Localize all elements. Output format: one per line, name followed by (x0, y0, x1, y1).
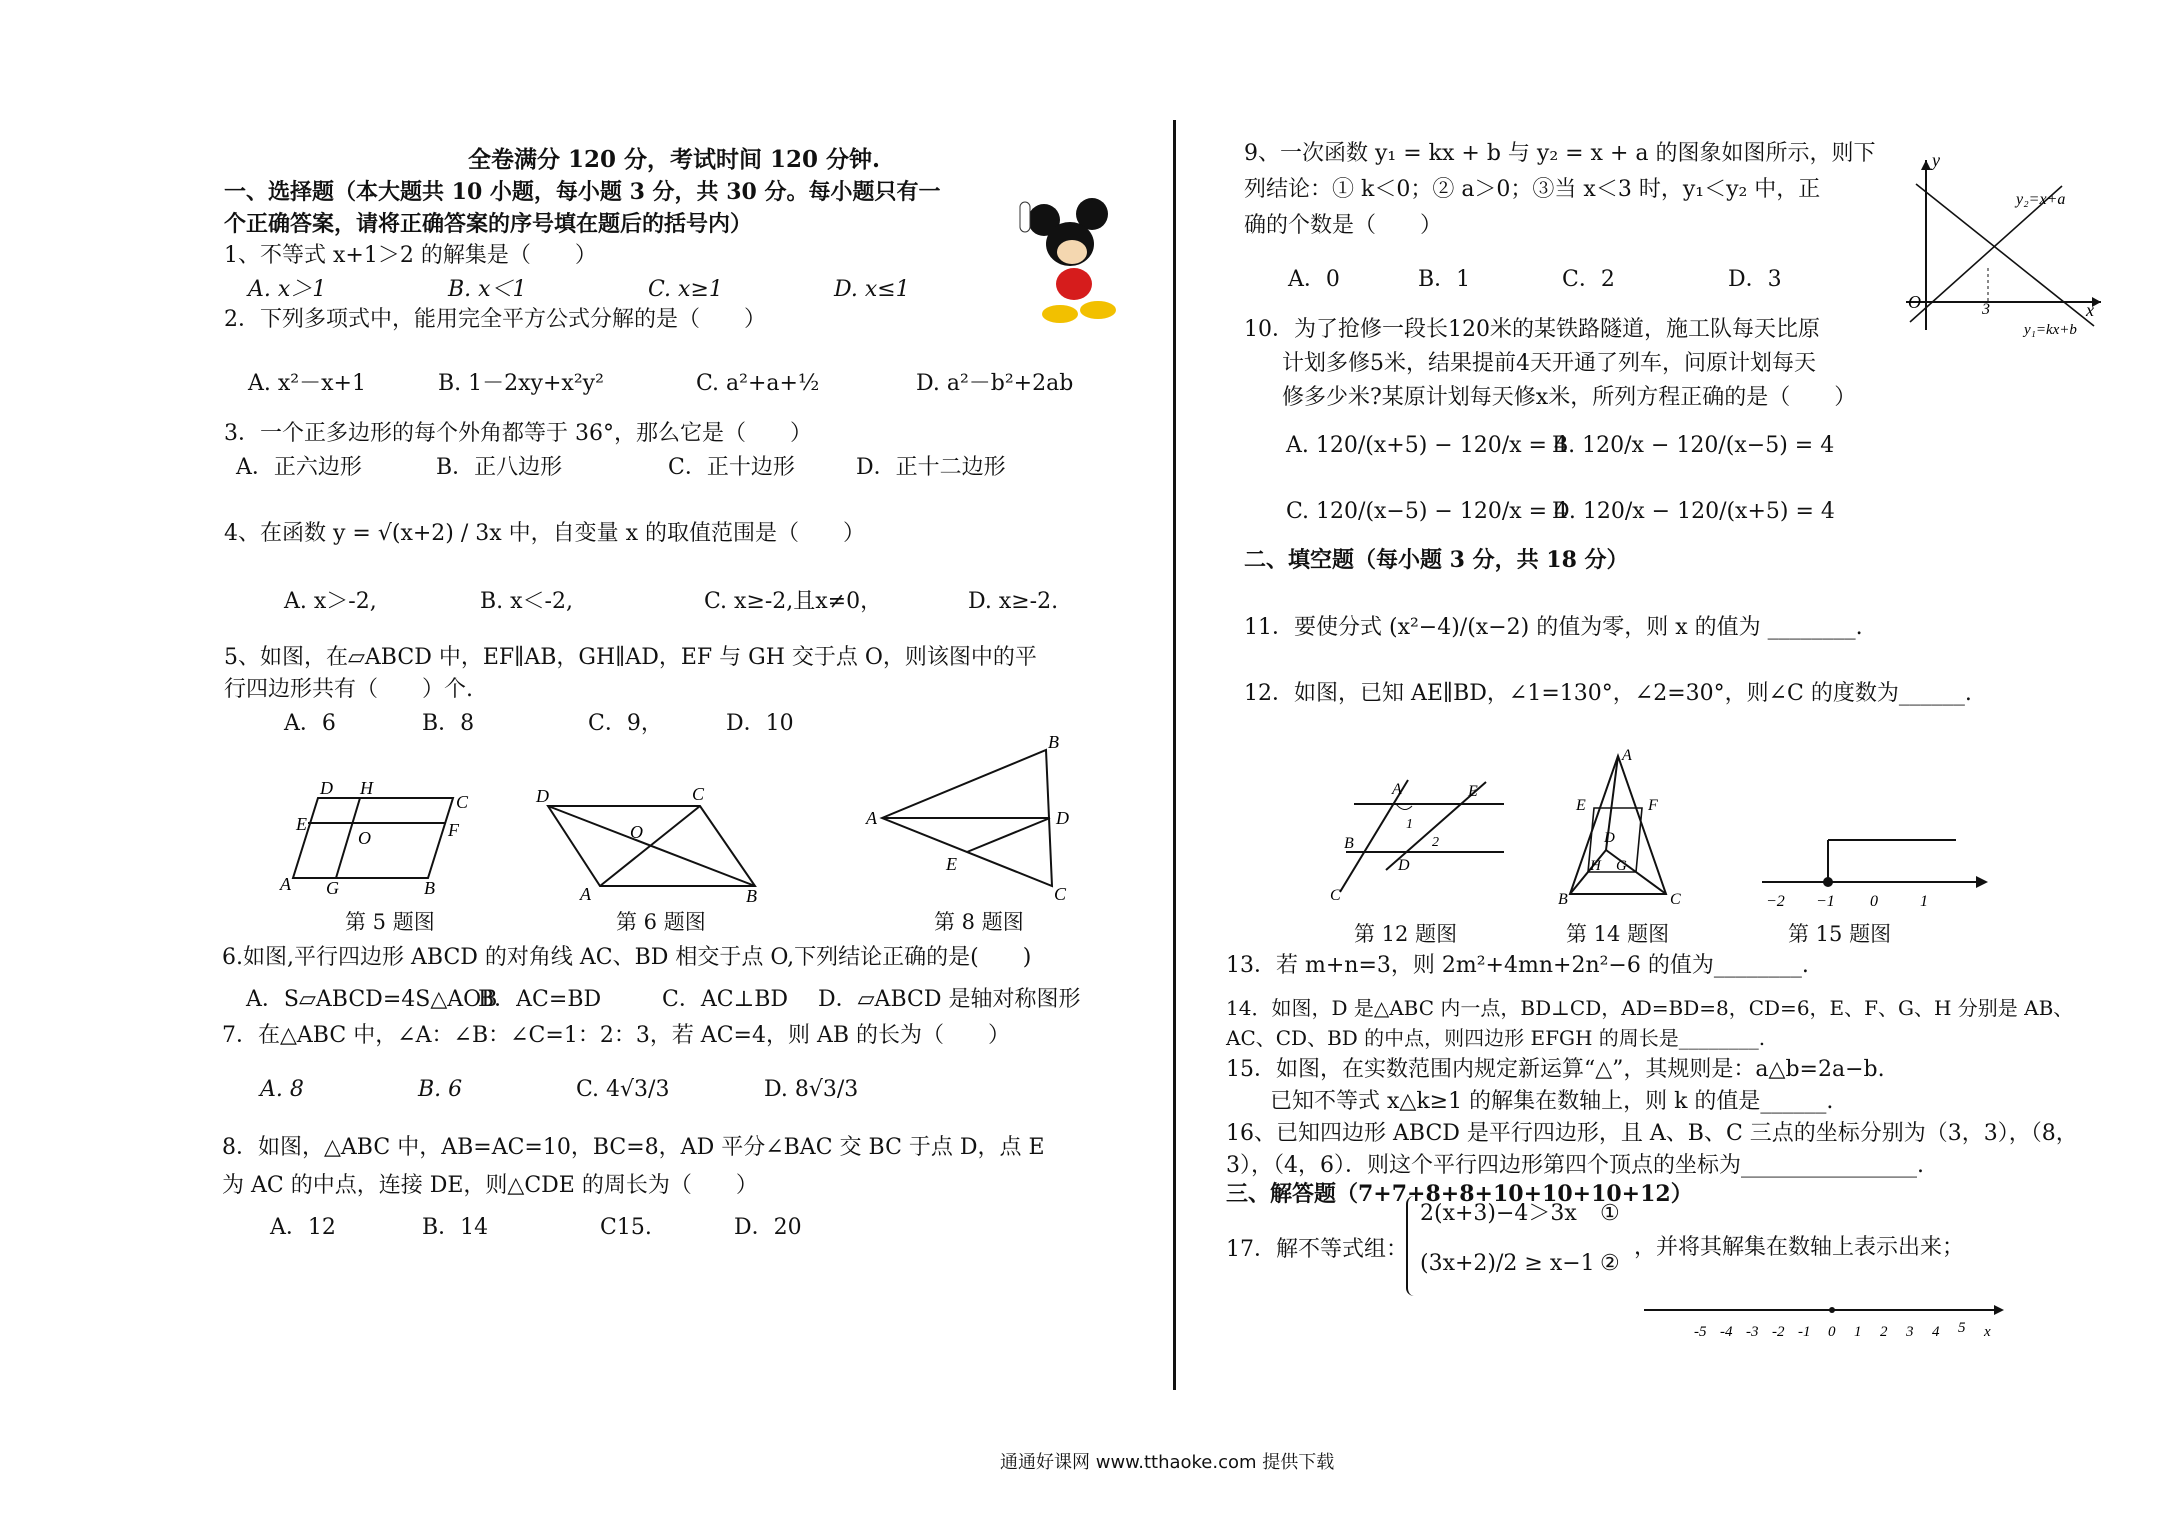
svg-text:y₂=x+a: y₂=x+a (2016, 191, 2066, 208)
q17-label: 17．解不等式组： (1226, 1237, 1408, 1262)
svg-text:C: C (456, 792, 469, 812)
q17-inequality-1: 2(x+3)−4＞3x (1420, 1201, 1577, 1226)
q5-options (284, 710, 794, 738)
svg-text:C: C (1054, 884, 1067, 904)
q4-text: 4、在函数 y = √(x+2) / 3x 中，自变量 x 的取值范围是（ ） (224, 521, 866, 546)
svg-text:D: D (1604, 830, 1615, 846)
q8-text-line2: 为 AC 的中点，连接 DE，则△CDE 的周长为（ ） (222, 1173, 758, 1198)
svg-text:E: E (1576, 797, 1586, 814)
svg-text:y₁=kx+b: y₁=kx+b (2024, 322, 2077, 338)
svg-text:1: 1 (1406, 817, 1413, 832)
figure-q12-caption: 第 12 题图 (1354, 922, 1458, 946)
q7-option-c: C. 4√3/3 (576, 1077, 670, 1102)
section2-title (1244, 546, 1629, 575)
q10-option-d: D. 120/x − 120/(x+5) = 4 (1552, 499, 1835, 524)
svg-text:F: F (1648, 797, 1658, 814)
q9-option-d: D．3 (1728, 267, 1782, 292)
svg-text:4: 4 (1932, 1324, 1940, 1340)
svg-text:-1: -1 (1798, 1324, 1811, 1340)
q15-text-line1: 15．如图，在实数范围内规定新运算“△”，其规则是：a△b=2a−b. (1226, 1057, 1885, 1082)
q3-option-c: C．正十边形 (668, 455, 795, 480)
mascot-illustration (1000, 192, 1125, 332)
svg-text:A: A (280, 874, 291, 894)
figure-q12 (1326, 774, 1516, 904)
q3-option-d: D．正十二边形 (856, 455, 1006, 480)
svg-text:B: B (746, 886, 757, 903)
svg-text:-5: -5 (1694, 1324, 1707, 1340)
figure-q15-caption: 第 15 题图 (1788, 922, 1892, 946)
figure-q8-caption: 第 8 题图 (934, 910, 1024, 934)
q16-text-line1: 16、已知四边形 ABCD 是平行四边形，且 A、B、C 三点的坐标分别为（3，3），（8， (1226, 1121, 2078, 1146)
svg-text:B: B (424, 878, 435, 898)
q5-text-line2: 行四边形共有（ ）个. (224, 677, 473, 702)
q14-text-line2: AC、CD、BD 的中点，则四边形 EFGH 的周长是________. (1226, 1026, 1766, 1050)
q8-option-c: C15. (600, 1215, 652, 1240)
svg-text:B: B (1048, 734, 1059, 752)
q5-option-c: C．9， (588, 711, 663, 736)
figure-q9 (1896, 150, 2116, 340)
svg-text:2: 2 (1880, 1324, 1888, 1340)
svg-text:3: 3 (1982, 301, 1990, 318)
q1-option-c: C. x≥1 (648, 277, 723, 302)
section1-title-line1: 一、选择题（本大题共 10 小题，每小题 3 分，共 30 分。每小题只有一 (224, 179, 941, 205)
q4-option-b: B. x＜-2, (480, 589, 573, 614)
figure-q14 (1556, 746, 1686, 906)
q10-option-b: B. 120/x − 120/(x−5) = 4 (1552, 433, 1835, 458)
svg-text:D: D (1056, 808, 1069, 828)
svg-text:−1: −1 (1816, 893, 1835, 910)
q7-option-b: B. 6 (418, 1077, 463, 1102)
svg-text:5: 5 (1958, 1320, 1966, 1336)
q7-options (260, 1076, 858, 1104)
svg-text:A: A (866, 808, 877, 828)
q2-options (248, 370, 1073, 398)
svg-text:D: D (1398, 857, 1410, 874)
q9-text-line3: 确的个数是（ ） (1244, 213, 1443, 238)
svg-text:E: E (1468, 783, 1478, 800)
svg-text:1: 1 (1920, 893, 1928, 910)
q15-text-line2: 已知不等式 x△k≥1 的解集在数轴上，则 k 的值是______. (1270, 1089, 1834, 1114)
q1-options (248, 276, 910, 304)
q6-option-a: A．S▱ABCD=4S△AOB (246, 987, 498, 1012)
q8-option-d: D．20 (734, 1215, 802, 1240)
q10-options-row2 (1286, 498, 1835, 526)
q14-text-line1: 14．如图，D 是△ABC 内一点，BD⊥CD，AD=BD=8，CD=6，E、F、G、H 分别是 AB、 (1226, 996, 2074, 1020)
svg-text:B: B (1344, 835, 1354, 852)
svg-text:A: A (1392, 781, 1402, 798)
svg-text:2: 2 (1432, 835, 1439, 850)
svg-text:G: G (326, 878, 339, 898)
q3-options (236, 454, 1006, 482)
q6-options (246, 986, 1081, 1014)
q17-marker-2: ② (1600, 1251, 1620, 1276)
q2-option-d: D. a²－b²+2ab (916, 371, 1074, 396)
q8-option-a: A．12 (270, 1215, 336, 1240)
footer-source: 通通好课网 www.tthaoke.com 提供下载 (1000, 1452, 1335, 1473)
q6-text: 6.如图,平行四边形 ABCD 的对角线 AC、BD 相交于点 O,下列结论正确的是( ) (222, 945, 1032, 970)
q6-option-c: C．AC⊥BD (662, 987, 789, 1012)
svg-text:E: E (296, 814, 307, 834)
svg-text:B: B (1558, 891, 1568, 906)
q9-text-line2: 列结论：① k＜0；② a＞0；③当 x＜3 时，y₁＜y₂ 中，正 (1244, 177, 1821, 202)
q17-instruction: ，并将其解集在数轴上表示出来； (1634, 1235, 1965, 1260)
q10-options-row1 (1286, 432, 1834, 460)
q17-inequality-2: (3x+2)/2 ≥ x−1 (1420, 1251, 1595, 1276)
svg-text:G: G (1616, 858, 1627, 874)
q1-option-d: D. x≤1 (834, 277, 910, 302)
q9-option-c: C．2 (1562, 267, 1615, 292)
q3-option-b: B．正八边形 (436, 455, 563, 480)
svg-text:D: D (536, 786, 549, 806)
svg-text:0: 0 (1828, 1324, 1836, 1340)
q17-marker-1: ① (1600, 1201, 1620, 1226)
svg-text:D: D (320, 778, 333, 798)
q7-text: 7．在△ABC 中，∠A：∠B：∠C=1：2：3，若 AC=4，则 AB 的长为（ ） (222, 1023, 1011, 1048)
q8-text-line1: 8．如图，△ABC 中，AB=AC=10，BC=8，AD 平分∠BAC 交 BC 于点 D，点 E (222, 1135, 1045, 1160)
section3-title: 三、解答题（7+7+8+8+10+10+10+12） (1226, 1181, 1693, 1207)
svg-text:x: x (1984, 1324, 1991, 1340)
svg-text:-3: -3 (1746, 1324, 1759, 1340)
q9-text-line1: 9、一次函数 y₁ = kx + b 与 y₂ = x + a 的图象如图所示，则下 (1244, 141, 1876, 166)
section2-title-text: 二、填空题（每小题 3 分，共 18 分） (1244, 547, 1629, 573)
q9-option-a: A．0 (1288, 267, 1340, 292)
q1-option-a: A. x＞1 (248, 277, 327, 302)
svg-text:−2: −2 (1766, 893, 1785, 910)
q8-options (270, 1214, 802, 1242)
q9-option-b: B．1 (1418, 267, 1471, 292)
svg-text:3: 3 (1906, 1324, 1914, 1340)
q6-option-d: D．▱ABCD 是轴对称图形 (818, 987, 1081, 1012)
q9-options (1288, 266, 1782, 294)
svg-text:C: C (1330, 887, 1341, 904)
svg-text:1: 1 (1854, 1324, 1862, 1340)
q2-option-a: A. x²－x+1 (248, 371, 366, 396)
figure-q15 (1756, 830, 1996, 910)
q4-option-c: C. x≥-2,且x≠0， (704, 589, 883, 614)
svg-text:x: x (2086, 300, 2094, 320)
svg-text:F: F (448, 820, 459, 840)
svg-text:-4: -4 (1720, 1324, 1733, 1340)
svg-text:H: H (360, 778, 373, 798)
q2-option-b: B. 1－2xy+x²y² (438, 371, 604, 396)
q10-text-line1: 10．为了抢修一段长120米的某铁路隧道，施工队每天比原 (1244, 317, 1820, 342)
q4-option-a: A. x＞-2, (284, 589, 377, 614)
q11-text: 11．要使分式 (x²−4)/(x−2) 的值为零，则 x 的值为 ________. (1244, 615, 1863, 640)
svg-text:O: O (630, 822, 643, 842)
q5-option-d: D．10 (726, 711, 794, 736)
section1-title-line2: 个正确答案，请将正确答案的序号填在题后的括号内） (224, 211, 753, 237)
q3-text: 3．一个正多边形的每个外角都等于 36°，那么它是（ ） (224, 421, 812, 446)
column-divider (1173, 120, 1176, 1390)
figure-q8 (862, 734, 1082, 904)
q10-option-a: A. 120/(x+5) − 120/x = 4 (1286, 433, 1568, 458)
svg-text:y: y (1932, 150, 1940, 170)
svg-text:C: C (1670, 891, 1681, 906)
q12-text: 12．如图，已知 AE∥BD，∠1=130°，∠2=30°，则∠C 的度数为______. (1244, 681, 1972, 706)
q2-text: 2．下列多项式中，能用完全平方公式分解的是（ ） (224, 307, 766, 332)
svg-text:A: A (580, 884, 591, 903)
q3-option-a: A．正六边形 (236, 455, 362, 480)
q4-option-d: D. x≥-2. (968, 589, 1059, 614)
figure-q5-caption: 第 5 题图 (345, 910, 435, 934)
svg-text:A: A (1622, 747, 1632, 764)
q4-options (284, 588, 1058, 616)
q5-option-b: B．8 (422, 711, 475, 736)
q13-text: 13．若 m+n=3，则 2m²+4mn+2n²−6 的值为________. (1226, 953, 1809, 978)
figure-q6-caption: 第 6 题图 (616, 910, 706, 934)
svg-text:H: H (1590, 858, 1601, 874)
q10-option-c: C. 120/(x−5) − 120/x = 4 (1286, 499, 1569, 524)
svg-text:-2: -2 (1772, 1324, 1785, 1340)
svg-text:C: C (692, 784, 705, 804)
svg-text:O: O (1908, 292, 1921, 312)
svg-text:0: 0 (1870, 893, 1878, 910)
q5-text-line1: 5、如图，在▱ABCD 中，EF∥AB，GH∥AD，EF 与 GH 交于点 O，则该图中的平 (224, 645, 1037, 670)
q16-text-line2: 3），（4，6）．则这个平行四边形第四个顶点的坐标为________________. (1226, 1153, 1924, 1178)
figure-q6 (530, 778, 770, 903)
q10-text-line3: 修多少米?某原计划每天修x米，所列方程正确的是（ ） (1282, 385, 1857, 410)
q10-text-line2: 计划多修5米，结果提前4天开通了列车，问原计划每天 (1282, 351, 1816, 376)
q2-option-c: C. a²+a+½ (696, 371, 820, 396)
q1-option-b: B. x＜1 (448, 277, 527, 302)
q7-option-d: D. 8√3/3 (764, 1077, 859, 1102)
svg-text:O: O (358, 828, 371, 848)
q17-number-line (1640, 1298, 2010, 1344)
svg-text:E: E (946, 854, 957, 874)
q6-option-b: B．AC=BD (478, 987, 602, 1012)
q8-option-b: B．14 (422, 1215, 489, 1240)
q1-text: 1、不等式 x+1＞2 的解集是（ ） (224, 243, 597, 268)
figure-q5 (278, 778, 478, 898)
q5-option-a: A．6 (284, 711, 336, 736)
q17-brace (1406, 1196, 1414, 1296)
exam-header: 全卷满分 120 分，考试时间 120 分钟. (468, 146, 881, 173)
figure-q14-caption: 第 14 题图 (1566, 922, 1670, 946)
q7-option-a: A. 8 (260, 1077, 304, 1102)
